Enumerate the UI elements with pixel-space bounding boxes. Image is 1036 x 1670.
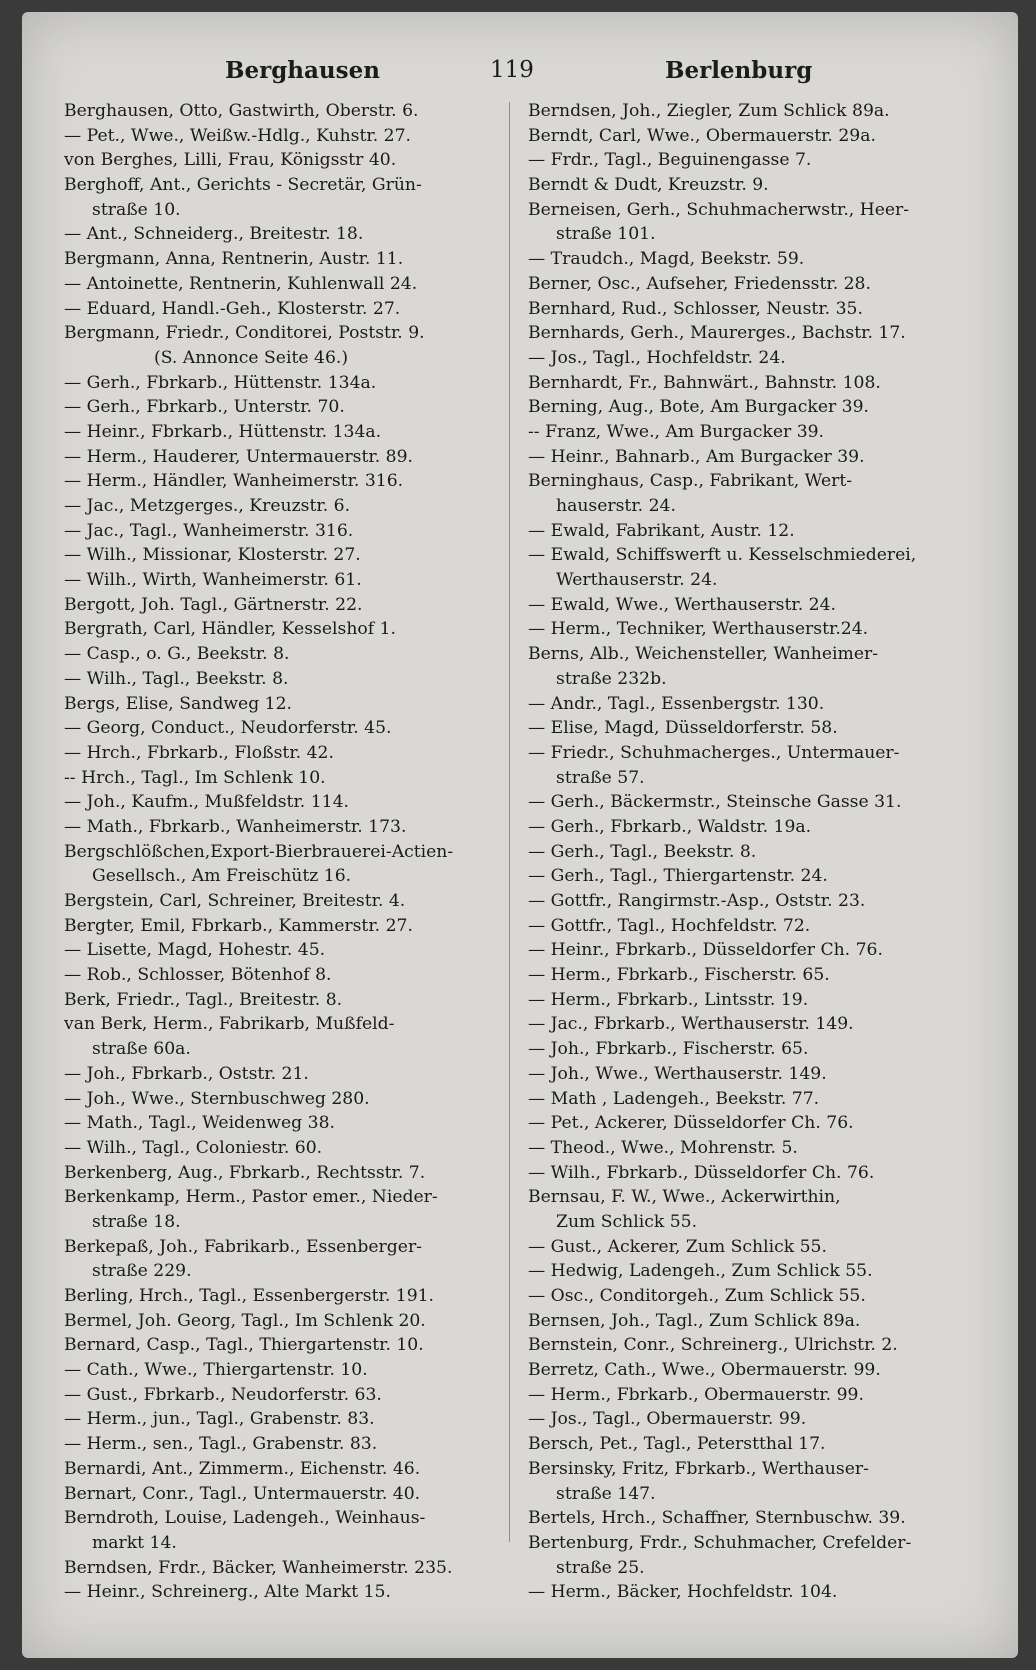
directory-entry-line: Bertels, Hrch., Schaffner, Sternbuschw. 39. [528,1508,906,1529]
directory-entry-line: Bergschlößchen,Export-Bierbrauerei-Actien- [64,841,454,862]
directory-entry-line: Berkenberg, Aug., Fbrkarb., Rechtsstr. 7. [64,1162,426,1183]
directory-entry-line: — Ant., Schneiderg., Breitestr. 18. [64,224,364,245]
directory-entry-line: — Heinr., Fbrkarb., Düsseldorfer Ch. 76. [528,940,883,961]
directory-entry-line: — Herm., Bäcker, Hochfeldstr. 104. [528,1582,838,1603]
directory-entry-line: Bergrath, Carl, Händler, Kesselshof 1. [64,619,396,640]
directory-entry-line: Berninghaus, Casp., Fabrikant, Wert- [528,471,853,492]
directory-entry-line: straße 101. [556,224,656,245]
directory-entry-line: Bernstein, Conr., Schreinerg., Ulrichstr. 2. [528,1335,898,1356]
directory-entry-line: — Jac., Metzgerges., Kreuzstr. 6. [64,496,351,516]
directory-entry-line: — Joh., Wwe., Werthauserstr. 149. [528,1063,827,1084]
right-column [528,99,968,1605]
directory-entry-line: — Cath., Wwe., Thiergartenstr. 10. [64,1360,368,1381]
directory-entry-line: Bernard, Casp., Tagl., Thiergartenstr. 10. [64,1335,424,1356]
directory-entry-line: markt 14. [92,1532,177,1553]
directory-entry-line: — Gottfr., Rangirmstr.-Asp., Oststr. 23. [528,891,866,911]
directory-entry-line: Bertenburg, Frdr., Schuhmacher, Crefelder- [528,1532,912,1553]
directory-entry-line: -- Franz, Wwe., Am Burgacker 39. [528,421,825,442]
directory-entry-line: hauserstr. 24. [556,496,676,516]
directory-entry-line: — Herm., Fbrkarb., Fischerstr. 65. [528,965,830,986]
directory-entry-line: — Antoinette, Rentnerin, Kuhlenwall 24. [64,273,418,294]
directory-entry-line: — Heinr., Fbrkarb., Hüttenstr. 134a. [64,421,382,442]
directory-entry-line: — Pet., Wwe., Weißw.-Hdlg., Kuhstr. 27. [64,125,412,146]
directory-entry-line: Bergstein, Carl, Schreiner, Breitestr. 4. [64,891,406,911]
directory-entry-line: Berk, Friedr., Tagl., Breitestr. 8. [64,989,343,1010]
directory-entry-line: — Heinr., Bahnarb., Am Burgacker 39. [528,446,865,467]
directory-entry-line: — Herm., Fbrkarb., Lintsstr. 19. [528,989,809,1010]
directory-entry-line: Bernhardt, Fr., Bahnwärt., Bahnstr. 108. [528,372,881,393]
directory-entry-line: — Andr., Tagl., Essenbergstr. 130. [528,693,825,714]
directory-entry-line: — Herm., Hauderer, Untermauerstr. 89. [64,446,414,467]
directory-entry-line: Berndt & Dudt, Kreuzstr. 9. [528,175,769,196]
directory-entry-line: Bergott, Joh. Tagl., Gärtnerstr. 22. [64,594,363,615]
directory-entry-line: Bernhards, Gerh., Maurerges., Bachstr. 17. [528,323,906,344]
directory-entry-line: — Gottfr., Tagl., Hochfeldstr. 72. [528,915,811,936]
directory-entry-line: Bersinsky, Fritz, Fbrkarb., Werthauser- [528,1458,869,1479]
directory-entry-line: Bersch, Pet., Tagl., Peterstthal 17. [528,1434,826,1455]
directory-entry-line: — Wilh., Tagl., Beekstr. 8. [64,668,289,689]
directory-entry-line: — Joh., Fbrkarb., Oststr. 21. [64,1063,309,1084]
directory-entry-line: — Gerh., Tagl., Beekstr. 8. [528,841,757,862]
directory-entry-line: — Jac., Tagl., Wanheimerstr. 316. [64,520,354,541]
running-header [65,57,965,91]
directory-entry-line: Berkenkamp, Herm., Pastor emer., Nieder- [64,1187,438,1208]
directory-entry-line: Berning, Aug., Bote, Am Burgacker 39. [528,397,870,418]
directory-entry-line: Berghoff, Ant., Gerichts - Secretär, Grün- [64,175,422,196]
directory-entry-line: — Ewald, Fabrikant, Austr. 12. [528,520,795,541]
directory-entry-line: — Herm., Techniker, Werthauserstr.24. [528,619,869,640]
directory-entry-line: — Joh., Wwe., Sternbuschweg 280. [64,1088,370,1109]
directory-entry-line: — Jos., Tagl., Hochfeldstr. 24. [528,347,786,368]
directory-entry-line: Bernart, Conr., Tagl., Untermauerstr. 40. [64,1483,421,1504]
directory-entry-line: Berndsen, Frdr., Bäcker, Wanheimerstr. 235. [64,1557,453,1578]
header-left-catchword: Berghausen [225,57,380,84]
directory-entry-line: — Theod., Wwe., Mohrenstr. 5. [528,1137,798,1158]
directory-entry-line: — Casp., o. G., Beekstr. 8. [64,644,290,665]
directory-entry-line: straße 18. [92,1211,181,1232]
header-right-catchword: Berlenburg [665,57,813,84]
directory-entry-line: Bergmann, Anna, Rentnerin, Austr. 11. [64,249,404,270]
directory-entry-line: straße 229. [92,1261,192,1282]
directory-entry-line: Bernsen, Joh., Tagl., Zum Schlick 89a. [528,1310,861,1331]
directory-entry-line: Gesellsch., Am Freischütz 16. [92,866,352,887]
directory-entry-line: Bergmann, Friedr., Conditorei, Poststr. 9. [64,323,425,344]
directory-entry-line: — Eduard, Handl.-Geh., Klosterstr. 27. [64,298,401,319]
directory-entry-line: — Lisette, Magd, Hohestr. 45. [64,940,326,961]
directory-entry-line: — Pet., Ackerer, Düsseldorfer Ch. 76. [528,1113,854,1134]
directory-entry-line: van Berk, Herm., Fabrikarb, Mußfeld- [64,1014,395,1035]
directory-entry-line: — Georg, Conduct., Neudorferstr. 45. [64,718,392,739]
directory-entry-line: Berkepaß, Joh., Fabrikarb., Essenberger- [64,1236,422,1257]
directory-entry-line: — Gerh., Tagl., Thiergartenstr. 24. [528,866,828,887]
directory-entry-line: straße 60a. [92,1039,191,1060]
directory-entry-line: Zum Schlick 55. [556,1211,698,1232]
directory-entry-line: — Wilh., Fbrkarb., Düsseldorfer Ch. 76. [528,1162,875,1183]
directory-entry-line: — Herm., Fbrkarb., Obermauerstr. 99. [528,1384,864,1405]
directory-entry-line: Bernsau, F. W., Wwe., Ackerwirthin, [528,1187,841,1208]
page-number: 119 [490,57,534,83]
directory-entry-line: straße 147. [556,1483,656,1504]
directory-entry-line: — Jos., Tagl., Obermauerstr. 99. [528,1409,807,1430]
directory-entry-line: Bernhard, Rud., Schlosser, Neustr. 35. [528,298,863,319]
directory-entry-line: Berner, Osc., Aufseher, Friedensstr. 28. [528,273,871,294]
directory-entry-line: (S. Annonce Seite 46.) [154,347,349,368]
directory-entry-line: — Gerh., Bäckermstr., Steinsche Gasse 31. [528,792,902,813]
directory-entry-line: — Jac., Fbrkarb., Werthauserstr. 149. [528,1014,854,1035]
directory-entry-line: straße 57. [556,767,645,788]
directory-entry-line: — Gust., Ackerer, Zum Schlick 55. [528,1236,827,1257]
directory-entry-line: — Wilh., Tagl., Coloniestr. 60. [64,1137,323,1158]
directory-entry-line: Berndsen, Joh., Ziegler, Zum Schlick 89a. [528,101,890,121]
directory-entry-line: von Berghes, Lilli, Frau, Königsstr 40. [64,150,397,171]
directory-entry-line: Bergs, Elise, Sandweg 12. [64,693,293,714]
directory-entry-line: — Gust., Fbrkarb., Neudorferstr. 63. [64,1384,382,1405]
directory-entry-line: Berndt, Carl, Wwe., Obermauerstr. 29a. [528,125,876,146]
directory-entry-line: straße 10. [92,199,181,220]
directory-entry-line: Bernardi, Ant., Zimmerm., Eichenstr. 46. [64,1458,421,1479]
directory-entry-line: — Herm., jun., Tagl., Grabenstr. 83. [64,1409,375,1430]
directory-entry-line: — Frdr., Tagl., Beguinengasse 7. [528,150,812,171]
left-column [64,99,484,1605]
directory-entry-line: — Joh., Fbrkarb., Fischerstr. 65. [528,1039,809,1060]
directory-entry-line: Bergter, Emil, Fbrkarb., Kammerstr. 27. [64,915,413,936]
directory-entry-line: Werthauserstr. 24. [556,570,718,591]
directory-entry-line: — Heinr., Schreinerg., Alte Markt 15. [64,1582,391,1603]
directory-entry-line: — Wilh., Wirth, Wanheimerstr. 61. [64,570,362,591]
directory-entry-line: Berns, Alb., Weichensteller, Wanheimer- [528,644,879,665]
directory-entry-line: — Herm., Händler, Wanheimerstr. 316. [64,471,404,492]
directory-entry-line: Bermel, Joh. Georg, Tagl., Im Schlenk 20. [64,1310,426,1331]
directory-entry-line: — Ewald, Schiffswerft u. Kesselschmiederei, [528,545,917,566]
directory-entry-line: — Elise, Magd, Düsseldorferstr. 58. [528,718,838,739]
directory-entry-line: — Gerh., Fbrkarb., Waldstr. 19a. [528,816,812,837]
directory-entry-line: — Joh., Kaufm., Mußfeldstr. 114. [64,792,349,813]
directory-entry-line: — Math., Fbrkarb., Wanheimerstr. 173. [64,816,407,837]
directory-entry-line: Berneisen, Gerh., Schuhmacherwstr., Heer- [528,199,910,220]
directory-entry-line: straße 25. [556,1557,645,1578]
column-divider [509,102,510,1542]
directory-entry-line: — Gerh., Fbrkarb., Unterstr. 70. [64,397,345,418]
directory-entry-line: straße 232b. [556,668,667,689]
directory-entry-line: — Math., Tagl., Weidenweg 38. [64,1113,335,1134]
directory-entry-line: Berndroth, Louise, Ladengeh., Weinhaus- [64,1508,426,1529]
directory-entry-line: — Friedr., Schuhmacherges., Untermauer- [528,742,900,763]
directory-entry-line: — Wilh., Missionar, Klosterstr. 27. [64,545,361,566]
directory-entry-line: — Rob., Schlosser, Bötenhof 8. [64,965,332,986]
directory-entry-line: — Math , Ladengeh., Beekstr. 77. [528,1088,820,1109]
directory-entry-line: Berghausen, Otto, Gastwirth, Oberstr. 6. [64,101,419,121]
directory-entry-line: -- Hrch., Tagl., Im Schlenk 10. [64,767,326,788]
directory-entry-line: — Osc., Conditorgeh., Zum Schlick 55. [528,1286,866,1306]
directory-entry-line: Berling, Hrch., Tagl., Essenbergerstr. 191. [64,1286,435,1306]
directory-entry-line: — Gerh., Fbrkarb., Hüttenstr. 134a. [64,372,377,393]
directory-entry-line: — Hedwig, Ladengeh., Zum Schlick 55. [528,1261,873,1282]
directory-entry-line: — Ewald, Wwe., Werthauserstr. 24. [528,594,836,615]
directory-entry-line: — Hrch., Fbrkarb., Floßstr. 42. [64,742,334,763]
directory-entry-line: — Herm., sen., Tagl., Grabenstr. 83. [64,1434,378,1455]
directory-entry-line: Berretz, Cath., Wwe., Obermauerstr. 99. [528,1360,881,1381]
directory-entry-line: — Traudch., Magd, Beekstr. 59. [528,249,805,270]
